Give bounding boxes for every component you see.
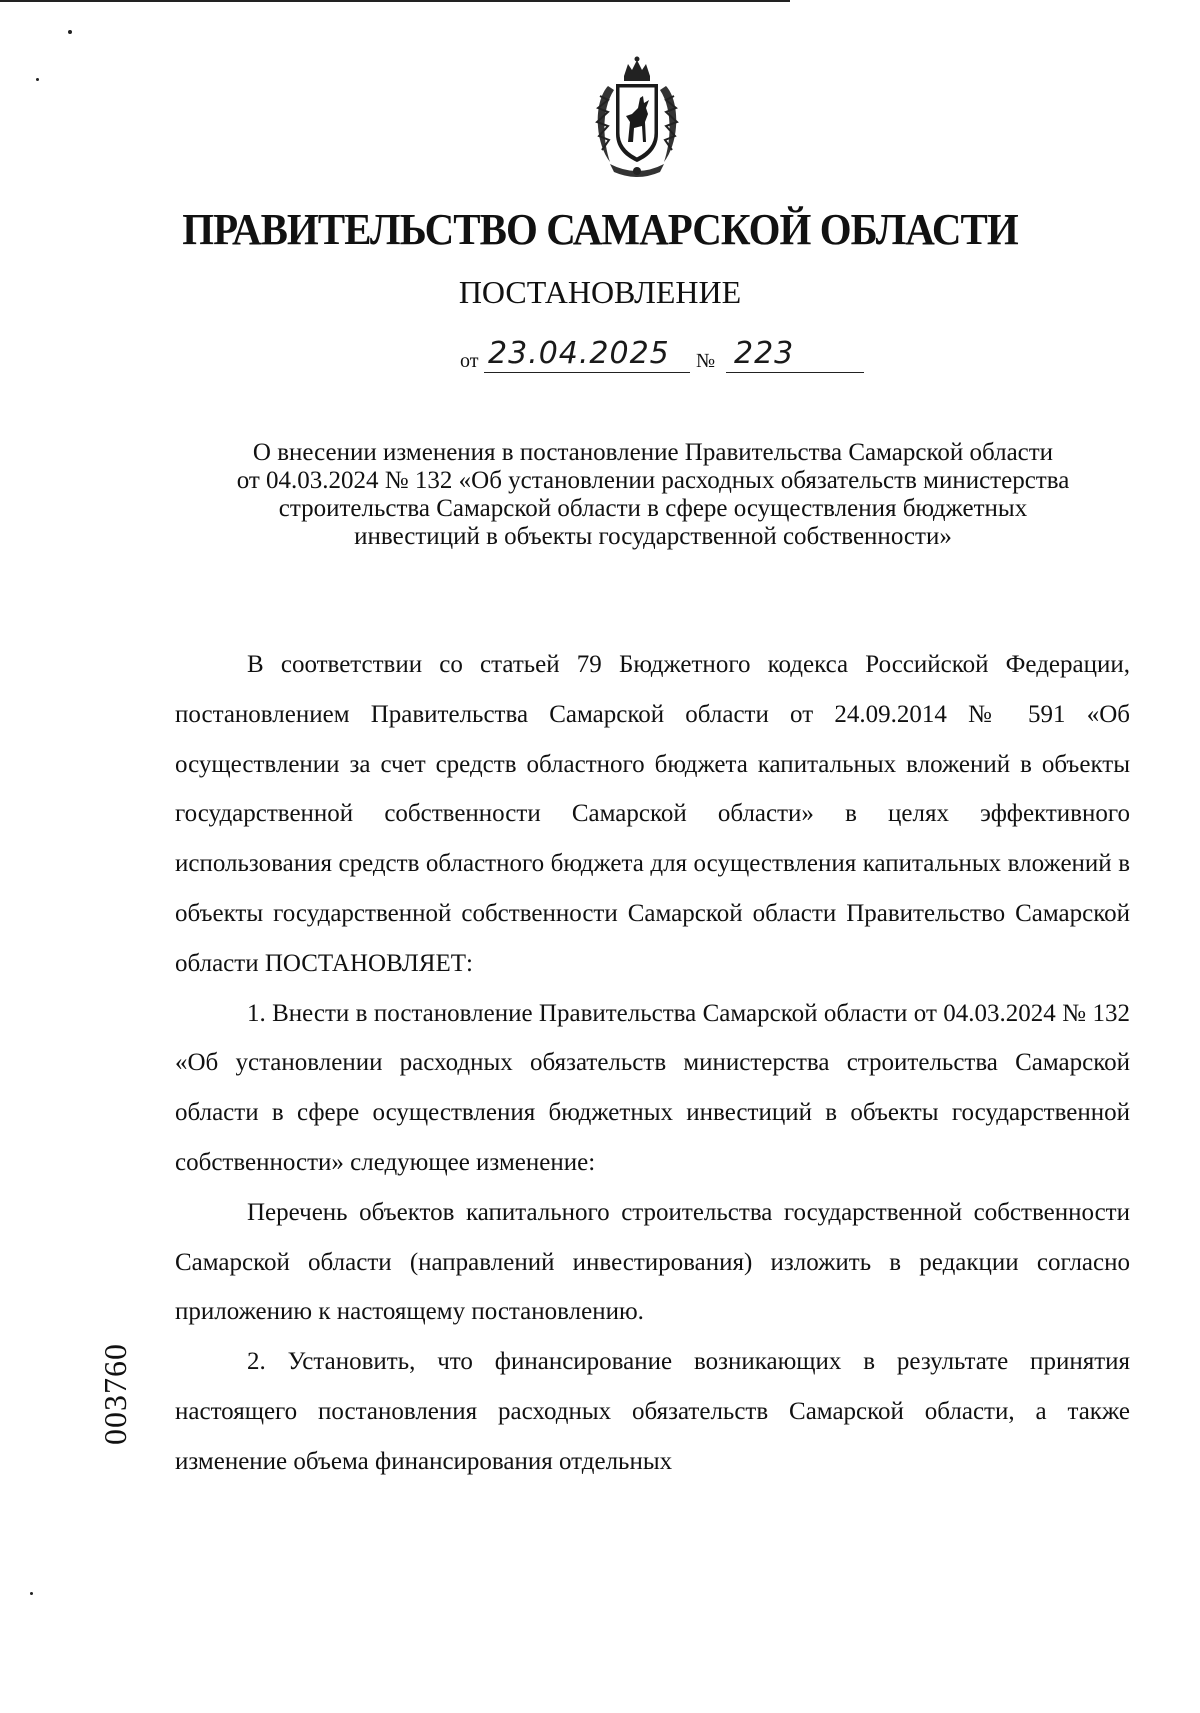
- subject-line: от 04.03.2024 № 132 «Об установлении расходных обязательств министерства: [236, 467, 1070, 494]
- document-subject: [160, 439, 1146, 551]
- handwritten-number: 223: [734, 336, 795, 371]
- samara-coat-of-arms-icon: [588, 56, 686, 182]
- body-paragraph-item-1: 1. Внести в постановление Правительства Самарской области от 04.03.2024 № 132 «Об установлении расходных обязательств министерства строительства Самарской области в сфере осуществления бюджетных инвестиций в объекты государственной собственности» следующее изменение:: [175, 999, 1130, 1176]
- scan-speck: [36, 78, 39, 81]
- body-paragraph-list: Перечень объектов капитального строительства государственной собственности Самарской области (направлений инвестирования) изложить в редакции согласно приложению к настоящему постановлению.: [175, 1198, 1130, 1326]
- side-serial-number: 003760: [97, 1343, 133, 1445]
- scan-top-rule: [0, 0, 790, 2]
- handwritten-date: 23.04.2025: [488, 336, 670, 371]
- document-type: ПОСТАНОВЛЕНИЕ: [458, 274, 742, 310]
- scan-speck: [68, 30, 72, 34]
- subject-line: О внесении изменения в постановление Правительства Самарской области: [252, 439, 1054, 466]
- number-prefix: №: [696, 350, 716, 372]
- document-body: [175, 640, 1130, 1487]
- scan-speck: [30, 1592, 33, 1595]
- organization-title: ПРАВИТЕЛЬСТВО САМАРСКОЙ ОБЛАСТИ: [182, 205, 1018, 254]
- body-paragraph-preamble: В соответствии со статьей 79 Бюджетного кодекса Российской Федерации, постановлением Правительства Самарской области от 24.09.2014 № 591 «Об осуществлении за счет средств областного бюджета капитальных вложений в объекты государственной собственности Самарской области» в целях эффективного использования средств областного бюджета для осуществления капитальных вложений в объекты государственной собственности Самарской области Правительство Самарской области ПОСТАНОВЛЯЕТ:: [175, 651, 1130, 977]
- body-paragraph-item-2: 2. Установить, что финансирование возникающих в результате принятия настоящего постановления расходных обязательств Самарской области, а также изменение объема финансирования отдельных: [175, 1348, 1130, 1475]
- date-prefix: от: [460, 350, 479, 372]
- number-underline: [726, 372, 864, 373]
- subject-line: инвестиций в объекты государственной собственности»: [354, 523, 952, 550]
- subject-line: строительства Самарской области в сфере осуществления бюджетных: [278, 495, 1028, 522]
- date-underline: [484, 372, 690, 373]
- date-number-line: [460, 336, 880, 376]
